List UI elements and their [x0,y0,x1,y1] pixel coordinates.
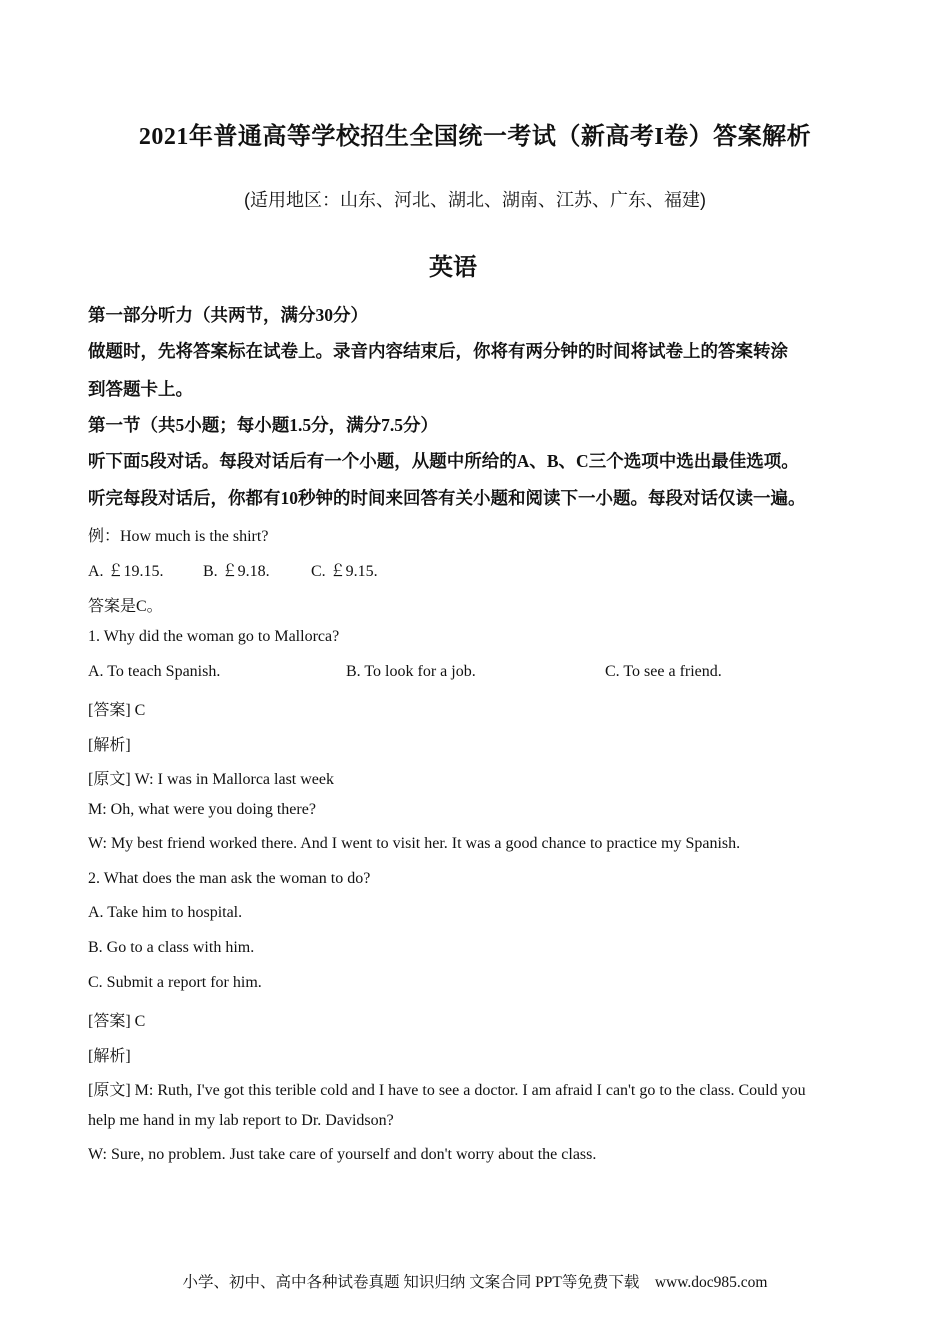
question-2-option-b: B. Go to a class with him. [88,939,255,956]
question-1-script-line-2: M: Oh, what were you doing there? [88,801,316,818]
example-option-b: B. ￡9.18. [203,563,270,580]
question-2-script-line-3: W: Sure, no problem. Just take care of yourself and don't worry about the class. [88,1146,597,1163]
example-option-a: A. ￡19.15. [88,563,164,580]
section-one-instruction-line-2: 听完每段对话后，你都有10秒钟的时间来回答有关小题和阅读下一小题。每段对话仅读一遍。 [88,488,806,508]
example-option-c: C. ￡9.15. [311,563,378,580]
question-1-analysis: [解析] [88,737,131,754]
section-one-instruction-line-1: 听下面5段对话。每段对话后有一个小题，从题中所给的A、B、C三个选项中选出最佳选项。 [88,451,799,471]
question-2-option-a: A. Take him to hospital. [88,904,243,921]
question-1-answer: [答案] C [88,702,146,719]
section-one-heading: 第一节（共5小题；每小题1.5分，满分7.5分） [88,415,438,435]
part-one-instruction-line-2: 到答题卡上。 [88,379,193,399]
part-one-instruction-line-1: 做题时，先将答案标在试卷上。录音内容结束后，你将有两分钟的时间将试卷上的答案转涂 [88,341,788,361]
document-title: 2021年普通高等学校招生全国统一考试（新高考I卷）答案解析 [138,124,812,150]
question-2-option-c: C. Submit a report for him. [88,974,262,991]
applicable-regions: (适用地区：山东、河北、湖北、湖南、江苏、广东、福建) [244,190,706,210]
example-question: 例：How much is the shirt? [88,528,269,545]
question-1-script-line-3: W: My best friend worked there. And I went to visit her. It was a good chance to practice my Spanish. [88,835,741,852]
question-1-option-a: A. To teach Spanish. [88,663,221,680]
subject-heading: 英语 [429,255,477,281]
part-one-heading: 第一部分听力（共两节，满分30分） [88,305,368,325]
question-2-answer: [答案] C [88,1013,146,1030]
question-1-script-line-1: [原文] W: I was in Mallorca last week [88,771,334,788]
question-2-script-line-1: [原文] M: Ruth, I've got this terible cold and I have to see a doctor. I am afraid I can't go to the class. Could you [88,1082,806,1099]
page-footer: 小学、初中、高中各种试卷真题 知识归纳 文案合同 PPT等免费下载 www.doc985.com [182,1274,768,1291]
question-2-analysis: [解析] [88,1048,131,1065]
question-2: 2. What does the man ask the woman to do? [88,870,371,887]
question-1-option-c: C. To see a friend. [605,663,722,680]
example-answer: 答案是C。 [88,598,163,615]
question-1-option-b: B. To look for a job. [346,663,476,680]
question-1: 1. Why did the woman go to Mallorca? [88,628,340,645]
question-2-script-line-2: help me hand in my lab report to Dr. Davidson? [88,1112,394,1129]
